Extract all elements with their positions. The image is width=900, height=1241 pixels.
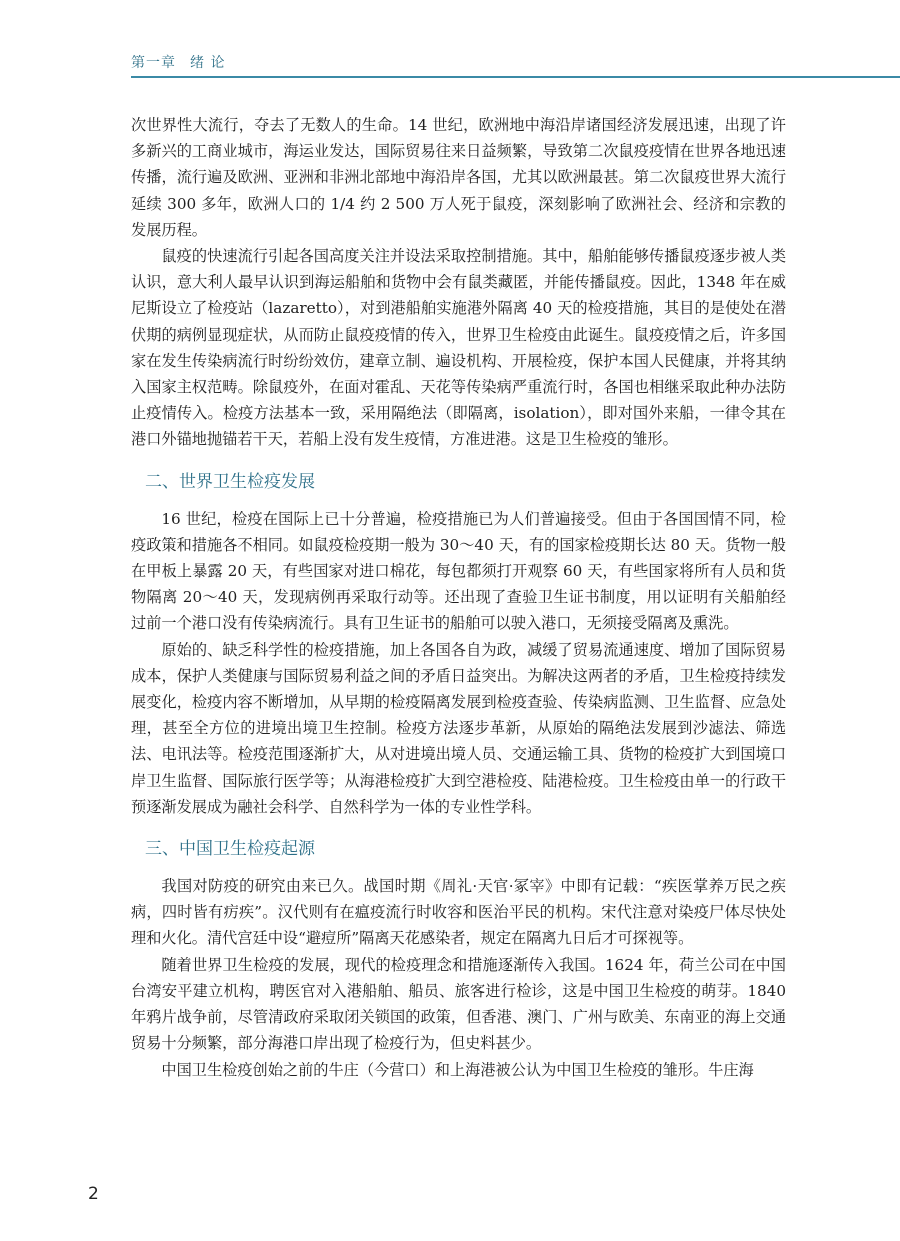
paragraph-continued: 次世界性大流行，夺去了无数人的生命。14 世纪，欧洲地中海沿岸诸国经济发展迅速，出现了许多新兴的工商业城市，海运业发达，国际贸易往来日益频繁，导致第二次鼠疫疫情在世界各地迅速传播，流行遍及欧洲、亚洲和非洲北部地中海沿岸各国，尤其以欧洲最甚。第二次鼠疫世界大流行延续 300 多年，欧洲人口的 1/4 约 2 500 万人死于鼠疫，深刻影响了欧洲社会、经济和宗教的发展历程。 xyxy=(131,116,786,239)
section-heading: 三、中国卫生检疫起源 xyxy=(145,839,315,860)
running-head xyxy=(131,52,225,72)
paragraph: 我国对防疫的研究由来已久。战国时期《周礼·天官·冢宰》中即有记载：“疾医掌养万民之疾病，四时皆有疠疾”。汉代则有在瘟疫流行时收容和医治平民的机构。宋代注意对染疫尸体尽快处理和火化。清代宫廷中设“避痘所”隔离天花感染者，规定在隔离九日后才可探视等。 xyxy=(131,877,786,948)
paragraph: 随着世界卫生检疫的发展，现代的检疫理念和措施逐渐传入我国。1624 年，荷兰公司在中国台湾安平建立机构，聘医官对入港船舶、船员、旅客进行检诊，这是中国卫生检疫的萌芽。1840 年鸦片战争前，尽管清政府采取闭关锁国的政策，但香港、澳门、广州与欧美、东南亚的海上交通贸易十分频繁，部分海港口岸出现了检疫行为，但史料甚少。 xyxy=(131,955,786,1053)
section-heading: 二、世界卫生检疫发展 xyxy=(145,471,315,492)
page-body xyxy=(131,112,786,1083)
paragraph: 鼠疫的快速流行引起各国高度关注并设法采取控制措施。其中，船舶能够传播鼠疫逐步被人类认识，意大利人最早认识到海运船舶和货物中会有鼠类藏匿，并能传播鼠疫。因此，1348 年在威尼斯设立了检疫站（lazaretto），对到港船舶实施港外隔离 40 天的检疫措施，其目的是使处在潜伏期的病例显现症状，从而防止鼠疫疫情的传入，世界卫生检疫由此诞生。鼠疫疫情之后，许多国家在发生传染病流行时纷纷效仿，建章立制、遍设机构、开展检疫，保护本国人民健康，并将其纳入国家主权范畴。除鼠疫外，在面对霍乱、天花等传染病严重流行时，各国也相继采取此种办法防止疫情传入。检疫方法基本一致，采用隔绝法（即隔离，isolation），即对国外来船，一律令其在港口外锚地抛锚若干天，若船上没有发生疫情，方准进港。这是卫生检疫的雏形。 xyxy=(131,247,786,449)
header-rule xyxy=(131,76,900,78)
paragraph: 原始的、缺乏科学性的检疫措施，加上各国各自为政，减缓了贸易流通速度、增加了国际贸易成本，保护人类健康与国际贸易利益之间的矛盾日益突出。为解决这两者的矛盾，卫生检疫持续发展变化，检疫内容不断增加，从早期的检疫隔离发展到检疫查验、传染病监测、卫生监督、应急处理，甚至全方位的进境出境卫生控制。检疫方法逐步革新，从原始的隔绝法发展到沙滤法、筛选法、电讯法等。检疫范围逐渐扩大，从对进境出境人员、交通运输工具、货物的检疫扩大到国境口岸卫生监督、国际旅行医学等；从海港检疫扩大到空港检疫、陆港检疫。卫生检疫由单一的行政干预逐渐发展成为融社会科学、自然科学为一体的专业性学科。 xyxy=(131,640,786,816)
paragraph: 16 世纪，检疫在国际上已十分普遍，检疫措施已为人们普遍接受。但由于各国国情不同，检疫政策和措施各不相同。如鼠疫检疫期一般为 30～40 天，有的国家检疫期长达 80 天。货物一般在甲板上暴露 20 天，有些国家对进口棉花，每包都须打开观察 60 天，有些国家将所有人员和货物隔离 20～40 天，发现病例再采取行动等。还出现了查验卫生证书制度，用以证明有关船舶经过前一个港口没有传染病流行。具有卫生证书的船舶可以驶入港口，无须接受隔离及熏洗。 xyxy=(131,509,786,633)
chapter-title: 绪 论 xyxy=(190,55,226,71)
page-number: 2 xyxy=(88,1184,99,1204)
paragraph: 中国卫生检疫创始之前的牛庄（今营口）和上海港被公认为中国卫生检疫的雏形。牛庄海 xyxy=(161,1060,754,1079)
chapter-label: 第一章 xyxy=(131,55,176,71)
